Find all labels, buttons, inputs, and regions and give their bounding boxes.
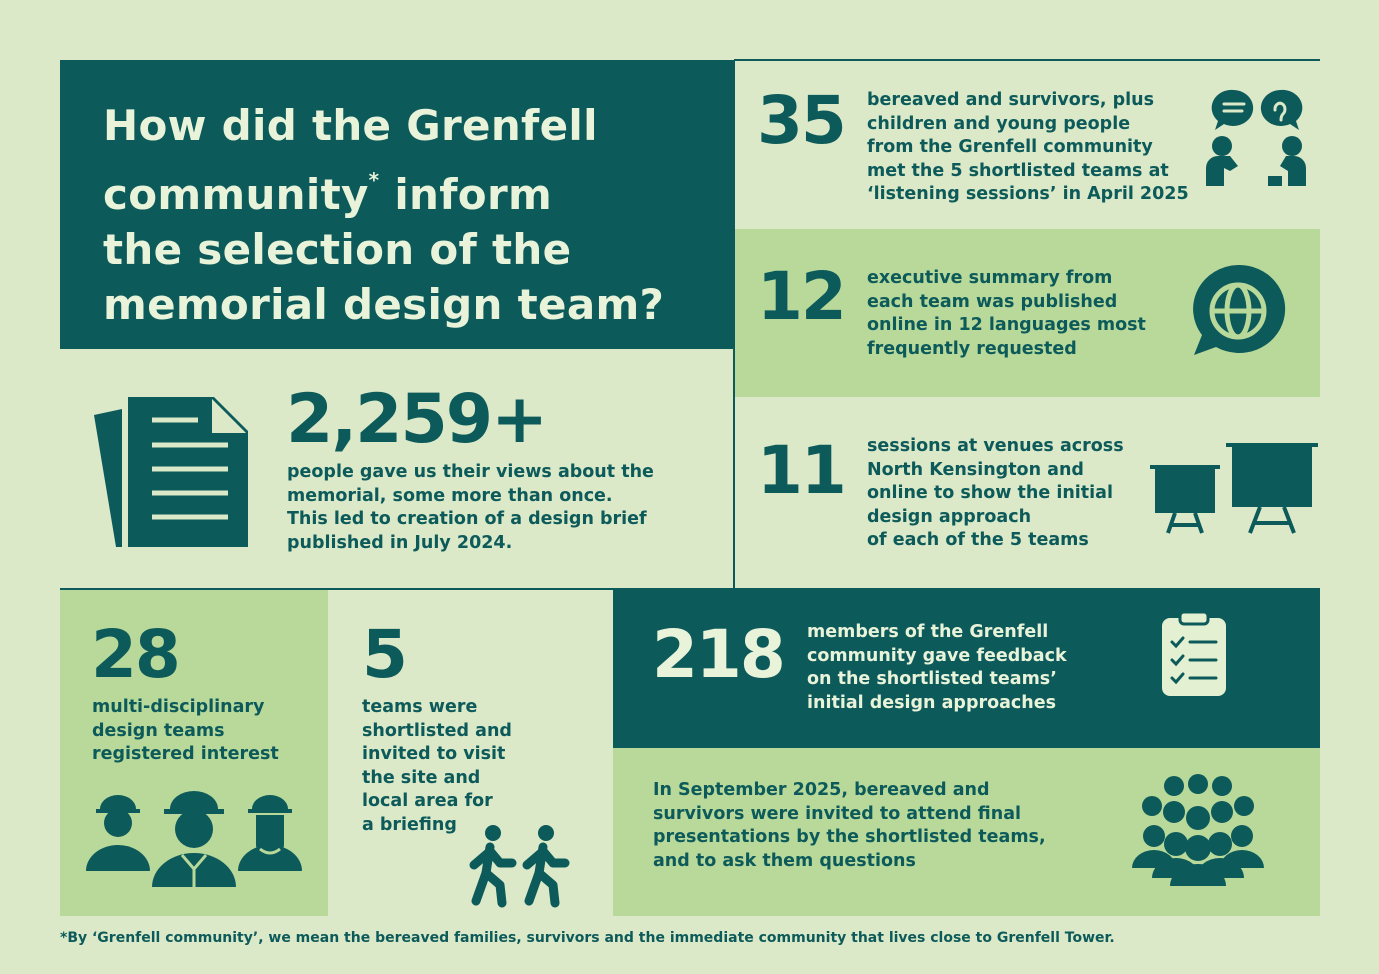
stat-teams-number: 28 [91,616,179,693]
stat-listening-number: 35 [757,82,845,159]
stat-sessions-number: 11 [757,432,845,509]
document-icon [94,395,250,547]
walking-people-icon [466,823,574,907]
conversation-icon [1206,88,1316,190]
divider-vertical [733,60,735,589]
globe-speech-icon [1190,263,1286,357]
stat-feedback-number: 218 [652,616,784,693]
stat-languages-number: 12 [757,258,845,335]
page-title: How did the Grenfell community* inform the selection of the memorial design team? [103,101,665,329]
stat-listening-text: bereaved and survivors, plus children and young people from the Grenfell community met the 5 shortlisted teams at ‘listening sessions’ in April 2025 [867,90,1189,205]
divider-middle [60,588,1320,590]
checklist-icon [1160,610,1228,698]
stat-sessions-text: sessions at venues across North Kensington and online to show the initial design approach of each of the 5 teams [867,436,1124,551]
footnote: *By ‘Grenfell community’, we mean the bereaved families, survivors and the immediate community that lives close to Grenfell Tower. [60,930,1115,946]
construction-workers-icon [86,791,302,887]
stat-presentations-text: In September 2025, bereaved and survivors were invited to attend final presentations by the shortlisted teams, and to ask them questions [653,780,1046,871]
stat-shortlisted-number: 5 [362,616,406,693]
stat-languages-text: executive summary from each team was published online in 12 languages most frequently requested [867,268,1146,359]
divider-top [734,59,1320,61]
stat-views-text: people gave us their views about the memorial, some more than once. This led to creation of a design brief published in July 2024. [287,462,654,553]
crowd-icon [1132,774,1264,886]
stat-feedback-text: members of the Grenfell community gave feedback on the shortlisted teams’ initial design approaches [807,622,1067,713]
stat-views-number: 2,259+ [286,380,547,459]
stat-teams-text: multi-disciplinary design teams registered interest [92,697,279,765]
presentation-boards-icon [1150,443,1320,535]
stat-shortlisted-text: teams were shortlisted and invited to visit the site and local area for a briefing [362,697,512,835]
